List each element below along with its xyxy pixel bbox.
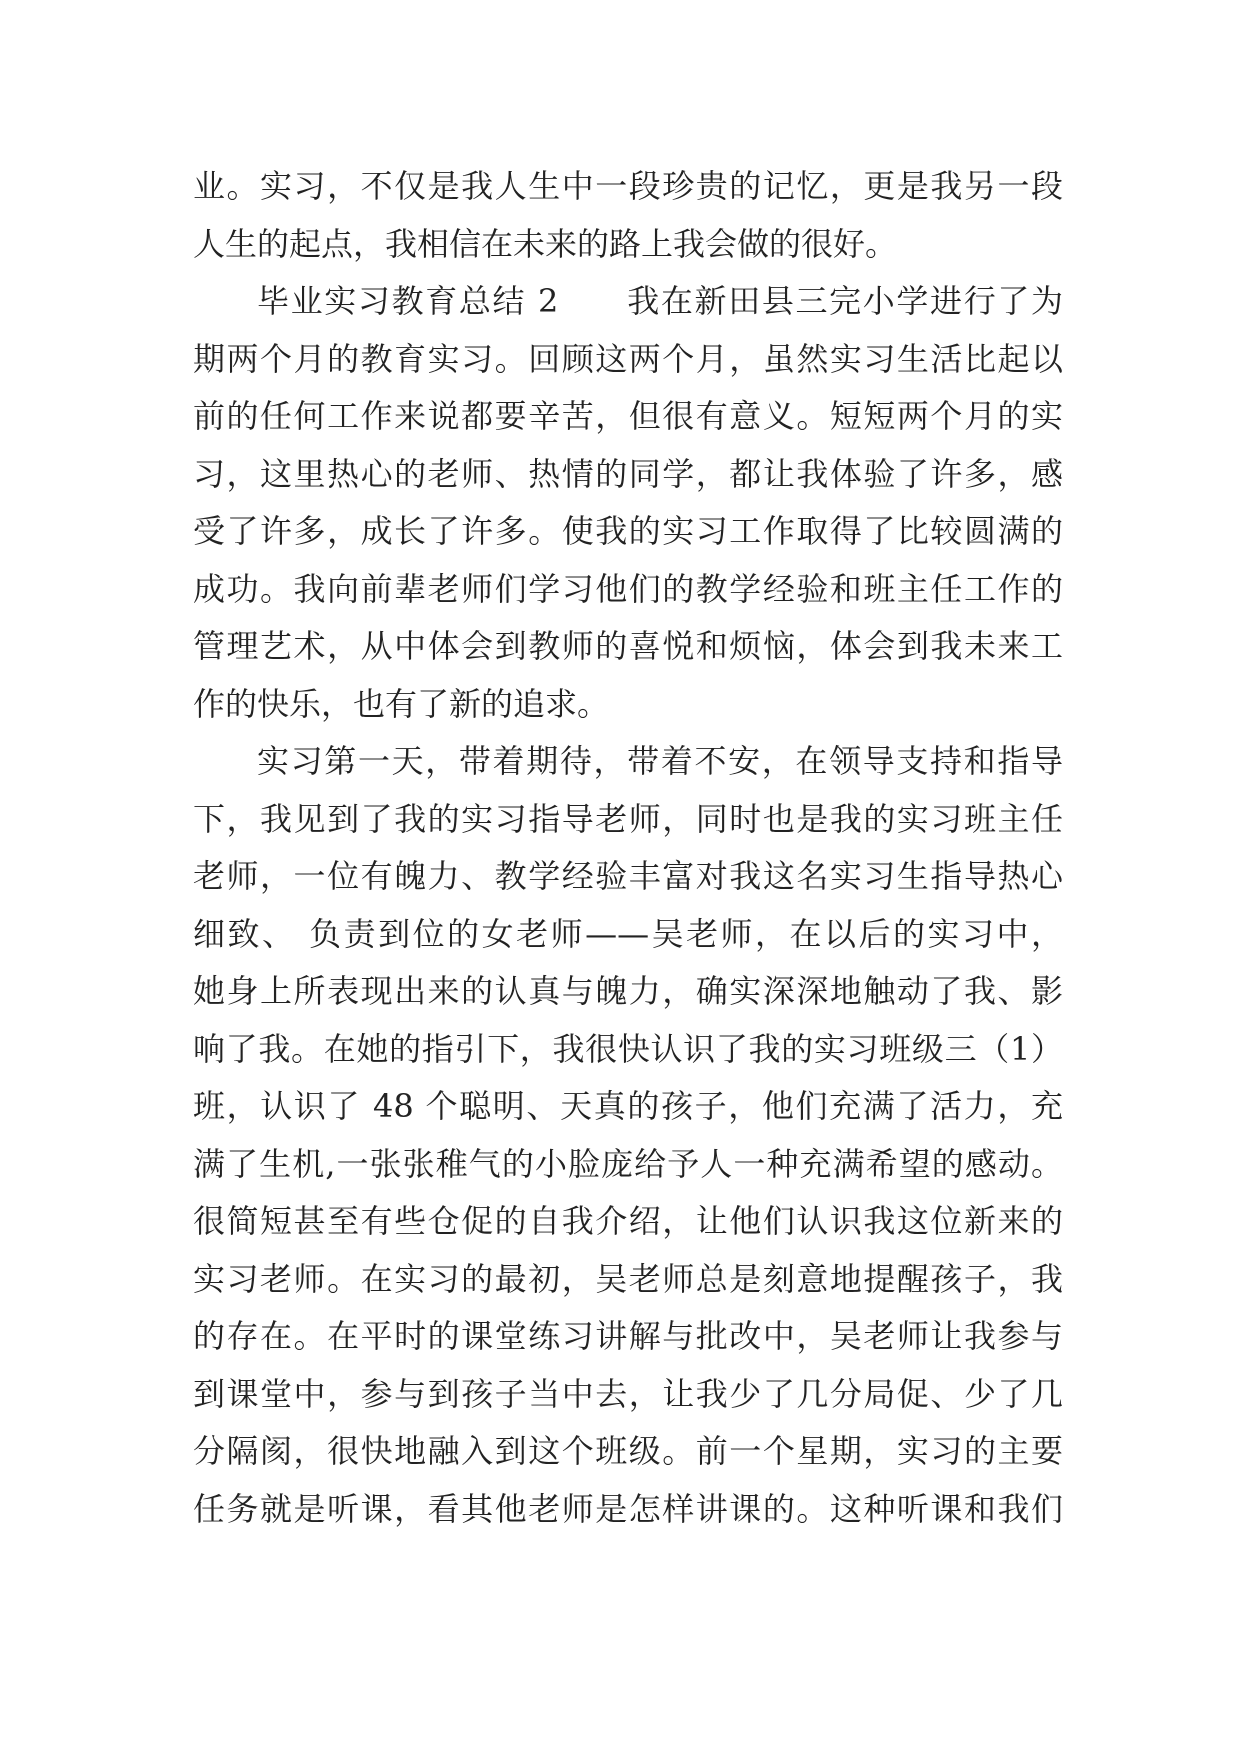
text-line: 实习第一天，带着期待，带着不安，在领导支持和指导 (257, 742, 1063, 780)
text-line: 她身上所表现出来的认真与魄力，确实深深地触动了我、影 (193, 972, 1063, 1010)
text-line: 分隔阂，很快地融入到这个班级。前一个星期，实习的主要 (193, 1432, 1063, 1470)
text-line: 班，认识了 48 个聪明、天真的孩子，他们充满了活力，充 (193, 1087, 1063, 1125)
text-line: 管理艺术，从中体会到教师的喜悦和烦恼，体会到我未来工 (193, 627, 1063, 665)
text-line: 人生的起点，我相信在未来的路上我会做的很好。 (193, 224, 898, 263)
paragraph-summary-2 (193, 273, 1063, 733)
text-line: 的存在。在平时的课堂练习讲解与批改中，吴老师让我参与 (193, 1317, 1063, 1355)
text-line: 受了许多，成长了许多。使我的实习工作取得了比较圆满的 (193, 512, 1063, 550)
text-line: 响了我。在她的指引下，我很快认识了我的实习班级三（1） (193, 1029, 1063, 1068)
paragraph-first-day (193, 733, 1063, 1538)
text-line: 毕业实习教育总结 2 我在新田县三完小学进行了为 (257, 282, 1063, 320)
text-line: 习，这里热心的老师、热情的同学，都让我体验了许多，感 (193, 454, 1063, 493)
text-line: 任务就是听课，看其他老师是怎样讲课的。这种听课和我们 (193, 1489, 1063, 1528)
text-line: 下，我见到了我的实习指导老师，同时也是我的实习班主任 (193, 799, 1063, 838)
text-line: 细致、 负责到位的女老师——吴老师，在以后的实习中， (193, 914, 1063, 953)
text-line: 作的快乐，也有了新的追求。 (193, 684, 610, 723)
text-line: 老师，一位有魄力、教学经验丰富对我这名实习生指导热心 (193, 857, 1063, 895)
paragraph-intro-end (193, 158, 1063, 273)
text-line: 满了生机,一张张稚气的小脸庞给予人一种充满希望的感动。 (193, 1144, 1063, 1183)
text-line: 到课堂中，参与到孩子当中去，让我少了几分局促、少了几 (193, 1374, 1063, 1413)
text-line: 业。实习，不仅是我人生中一段珍贵的记忆，更是我另一段 (193, 167, 1063, 205)
document-body (193, 158, 1063, 1538)
text-line: 很简短甚至有些仓促的自我介绍，让他们认识我这位新来的 (193, 1202, 1063, 1240)
text-line: 期两个月的教育实习。回顾这两个月，虽然实习生活比起以 (193, 339, 1063, 378)
text-line: 实习老师。在实习的最初，吴老师总是刻意地提醒孩子，我 (193, 1259, 1063, 1298)
text-line: 成功。我向前辈老师们学习他们的教学经验和班主任工作的 (193, 569, 1063, 608)
text-line: 前的任何工作来说都要辛苦，但很有意义。短短两个月的实 (193, 397, 1063, 435)
